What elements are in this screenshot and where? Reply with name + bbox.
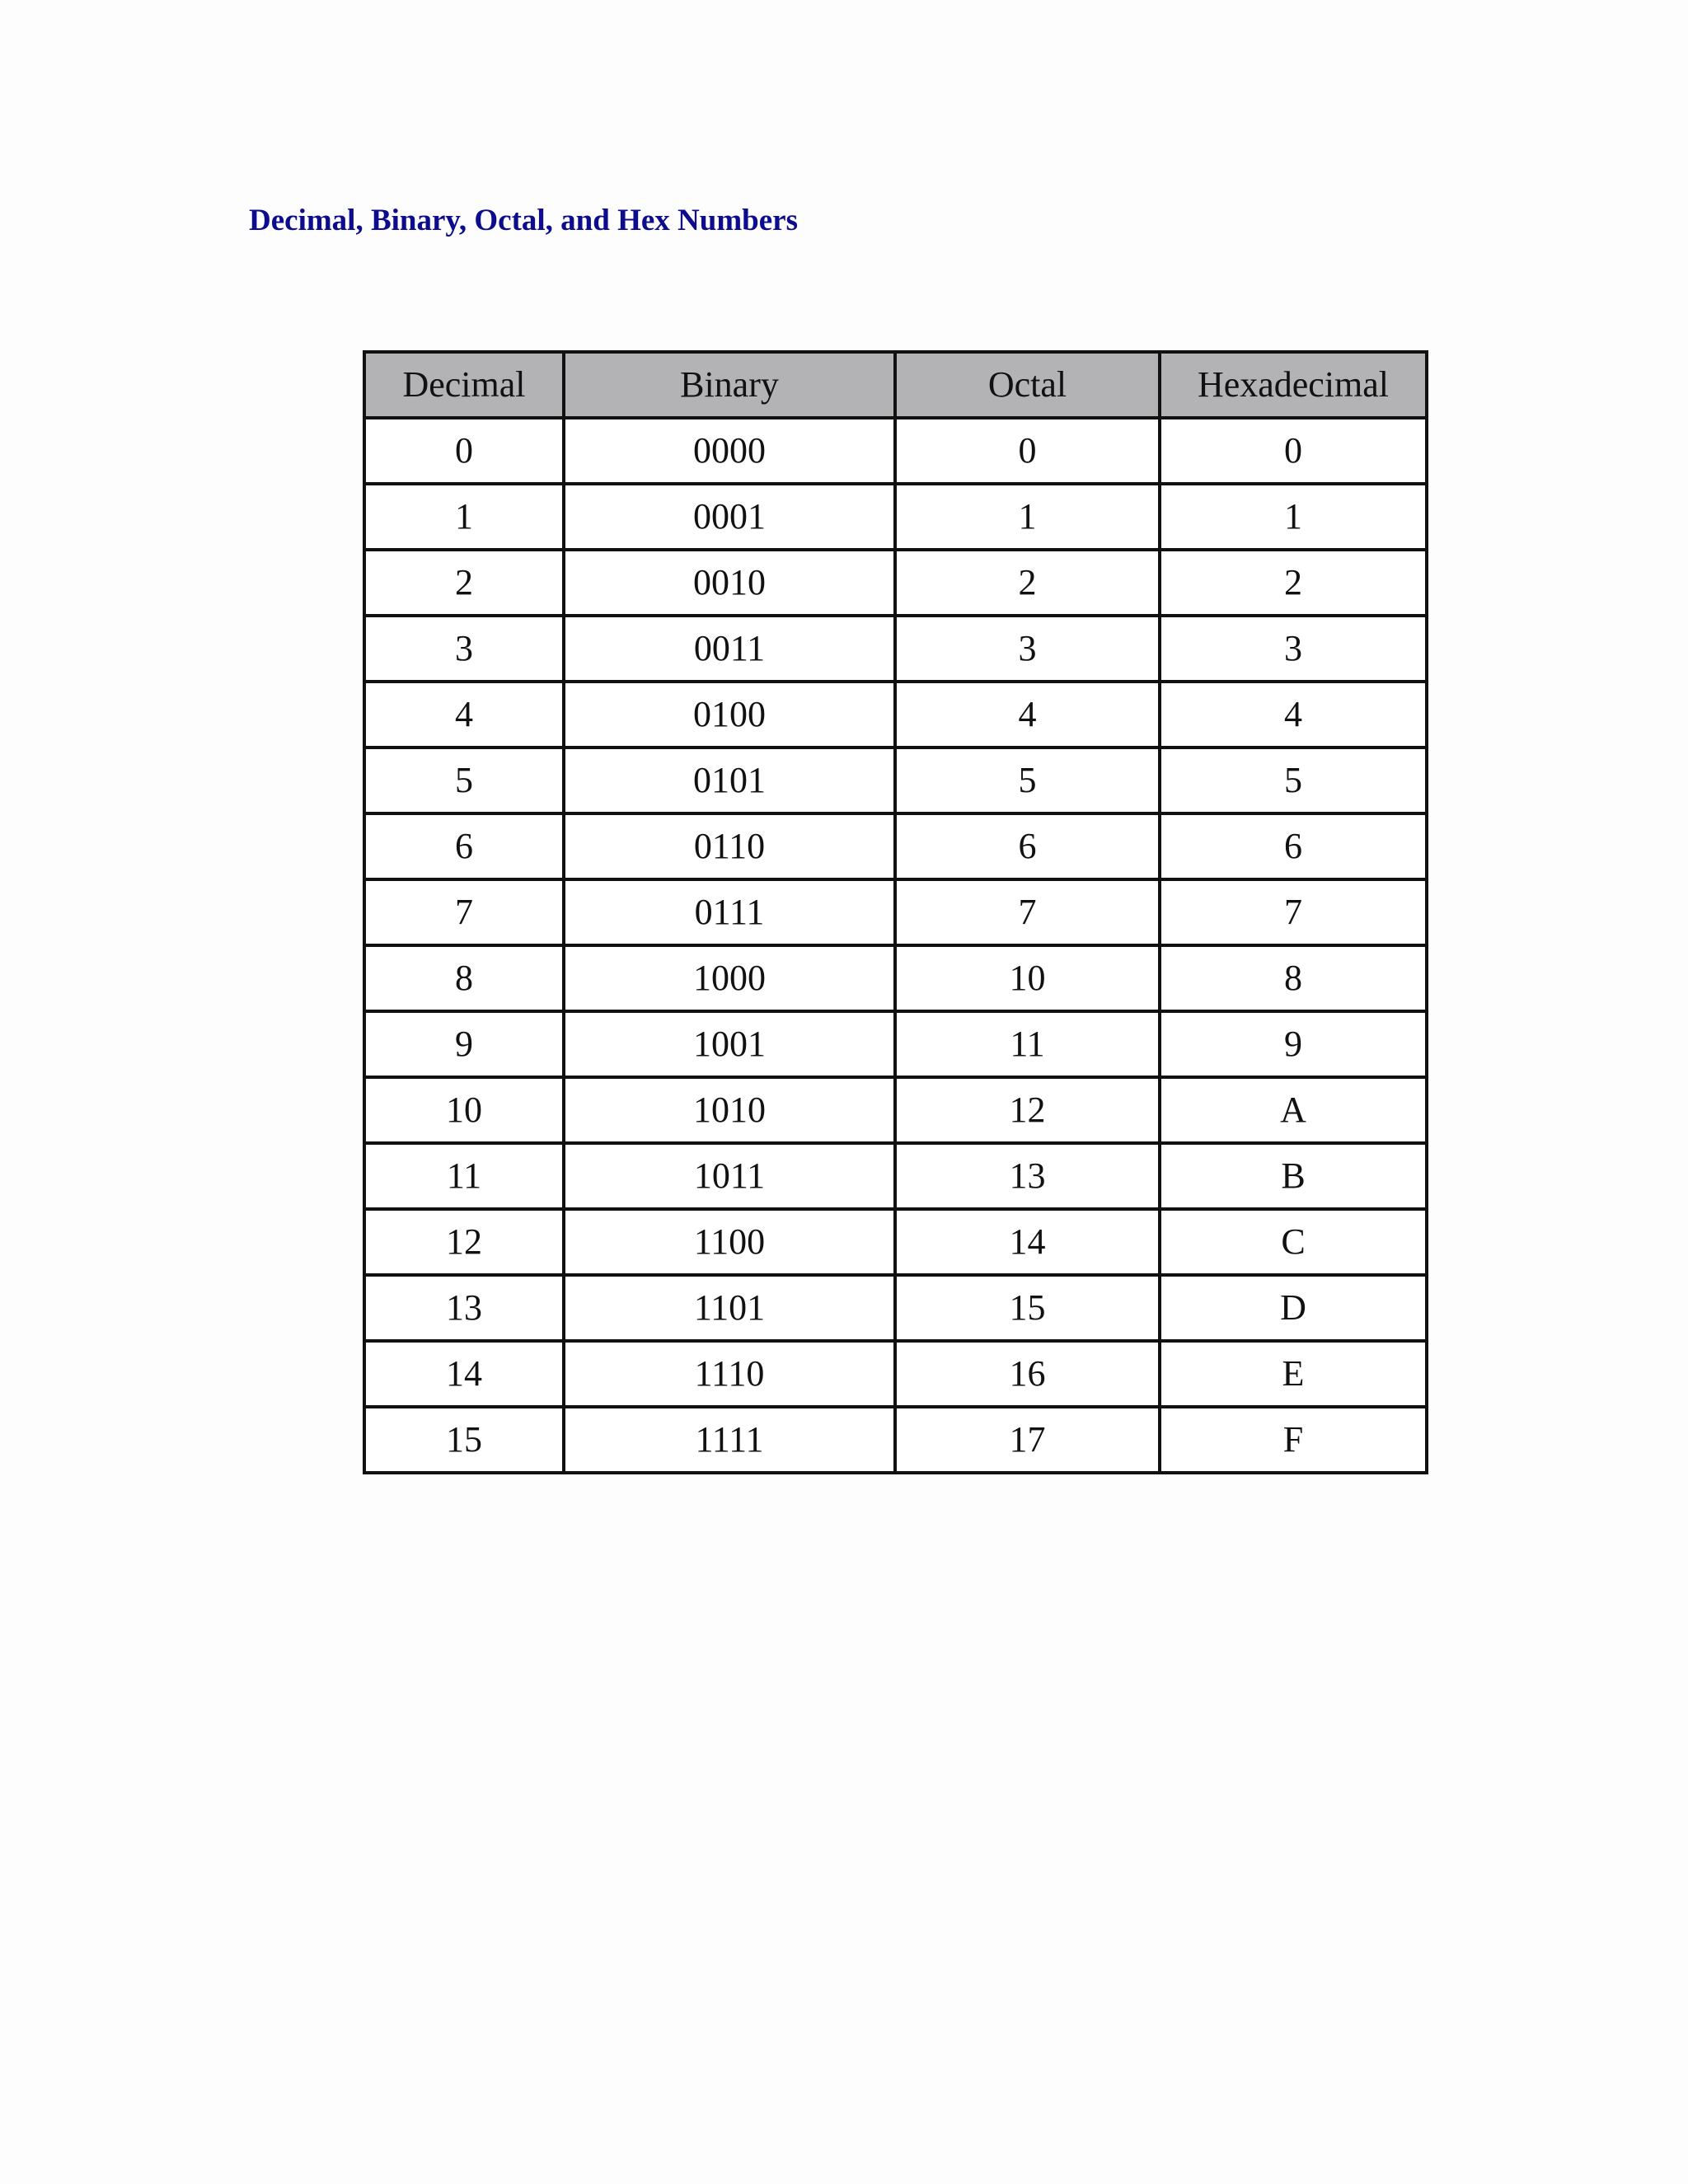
table-row	[364, 1209, 1427, 1275]
cell-octal: 2	[895, 550, 1160, 616]
cell-decimal: 2	[364, 550, 564, 616]
cell-binary: 0110	[564, 813, 895, 879]
cell-octal: 10	[895, 945, 1160, 1011]
cell-octal: 17	[895, 1407, 1160, 1473]
cell-hexadecimal: 7	[1160, 879, 1427, 945]
cell-octal: 15	[895, 1275, 1160, 1341]
cell-binary: 0010	[564, 550, 895, 616]
cell-decimal: 3	[364, 616, 564, 682]
cell-decimal: 9	[364, 1011, 564, 1077]
header-binary: Binary	[564, 352, 895, 418]
table-header	[364, 352, 1427, 418]
cell-octal: 7	[895, 879, 1160, 945]
table-row	[364, 484, 1427, 550]
cell-binary: 0011	[564, 616, 895, 682]
table-row	[364, 418, 1427, 484]
table-row	[364, 1077, 1427, 1143]
cell-binary: 0001	[564, 484, 895, 550]
table-row	[364, 748, 1427, 813]
cell-hexadecimal: 2	[1160, 550, 1427, 616]
cell-binary: 0100	[564, 682, 895, 748]
table-row	[364, 682, 1427, 748]
cell-binary: 1100	[564, 1209, 895, 1275]
cell-hexadecimal: E	[1160, 1341, 1427, 1407]
header-octal: Octal	[895, 352, 1160, 418]
cell-hexadecimal: 1	[1160, 484, 1427, 550]
cell-hexadecimal: 8	[1160, 945, 1427, 1011]
number-conversion-table	[363, 350, 1428, 1474]
cell-octal: 1	[895, 484, 1160, 550]
cell-decimal: 7	[364, 879, 564, 945]
cell-hexadecimal: B	[1160, 1143, 1427, 1209]
table-row	[364, 1143, 1427, 1209]
cell-octal: 3	[895, 616, 1160, 682]
table-row	[364, 550, 1427, 616]
header-row	[364, 352, 1427, 418]
cell-decimal: 0	[364, 418, 564, 484]
cell-octal: 6	[895, 813, 1160, 879]
cell-binary: 0111	[564, 879, 895, 945]
cell-octal: 0	[895, 418, 1160, 484]
table-body	[364, 418, 1427, 1473]
cell-octal: 14	[895, 1209, 1160, 1275]
cell-octal: 13	[895, 1143, 1160, 1209]
cell-hexadecimal: D	[1160, 1275, 1427, 1341]
cell-decimal: 5	[364, 748, 564, 813]
cell-hexadecimal: 0	[1160, 418, 1427, 484]
cell-binary: 0000	[564, 418, 895, 484]
cell-binary: 1111	[564, 1407, 895, 1473]
cell-binary: 1110	[564, 1341, 895, 1407]
cell-hexadecimal: C	[1160, 1209, 1427, 1275]
cell-hexadecimal: 6	[1160, 813, 1427, 879]
cell-decimal: 14	[364, 1341, 564, 1407]
cell-binary: 1001	[564, 1011, 895, 1077]
header-hexadecimal: Hexadecimal	[1160, 352, 1427, 418]
cell-octal: 16	[895, 1341, 1160, 1407]
cell-decimal: 4	[364, 682, 564, 748]
table-row	[364, 813, 1427, 879]
table-row	[364, 879, 1427, 945]
cell-decimal: 10	[364, 1077, 564, 1143]
cell-hexadecimal: 5	[1160, 748, 1427, 813]
table-row	[364, 1011, 1427, 1077]
cell-hexadecimal: A	[1160, 1077, 1427, 1143]
cell-decimal: 6	[364, 813, 564, 879]
cell-decimal: 1	[364, 484, 564, 550]
table-row	[364, 1341, 1427, 1407]
cell-octal: 5	[895, 748, 1160, 813]
cell-octal: 12	[895, 1077, 1160, 1143]
table-row	[364, 1407, 1427, 1473]
table-row	[364, 945, 1427, 1011]
header-decimal: Decimal	[364, 352, 564, 418]
cell-decimal: 12	[364, 1209, 564, 1275]
cell-decimal: 13	[364, 1275, 564, 1341]
cell-octal: 4	[895, 682, 1160, 748]
cell-hexadecimal: F	[1160, 1407, 1427, 1473]
cell-hexadecimal: 3	[1160, 616, 1427, 682]
cell-binary: 1010	[564, 1077, 895, 1143]
cell-binary: 1101	[564, 1275, 895, 1341]
cell-hexadecimal: 4	[1160, 682, 1427, 748]
table-row	[364, 616, 1427, 682]
cell-octal: 11	[895, 1011, 1160, 1077]
cell-decimal: 11	[364, 1143, 564, 1209]
cell-binary: 1011	[564, 1143, 895, 1209]
cell-binary: 1000	[564, 945, 895, 1011]
cell-hexadecimal: 9	[1160, 1011, 1427, 1077]
cell-decimal: 8	[364, 945, 564, 1011]
cell-decimal: 15	[364, 1407, 564, 1473]
table-row	[364, 1275, 1427, 1341]
page-title: Decimal, Binary, Octal, and Hex Numbers	[249, 204, 798, 237]
cell-binary: 0101	[564, 748, 895, 813]
